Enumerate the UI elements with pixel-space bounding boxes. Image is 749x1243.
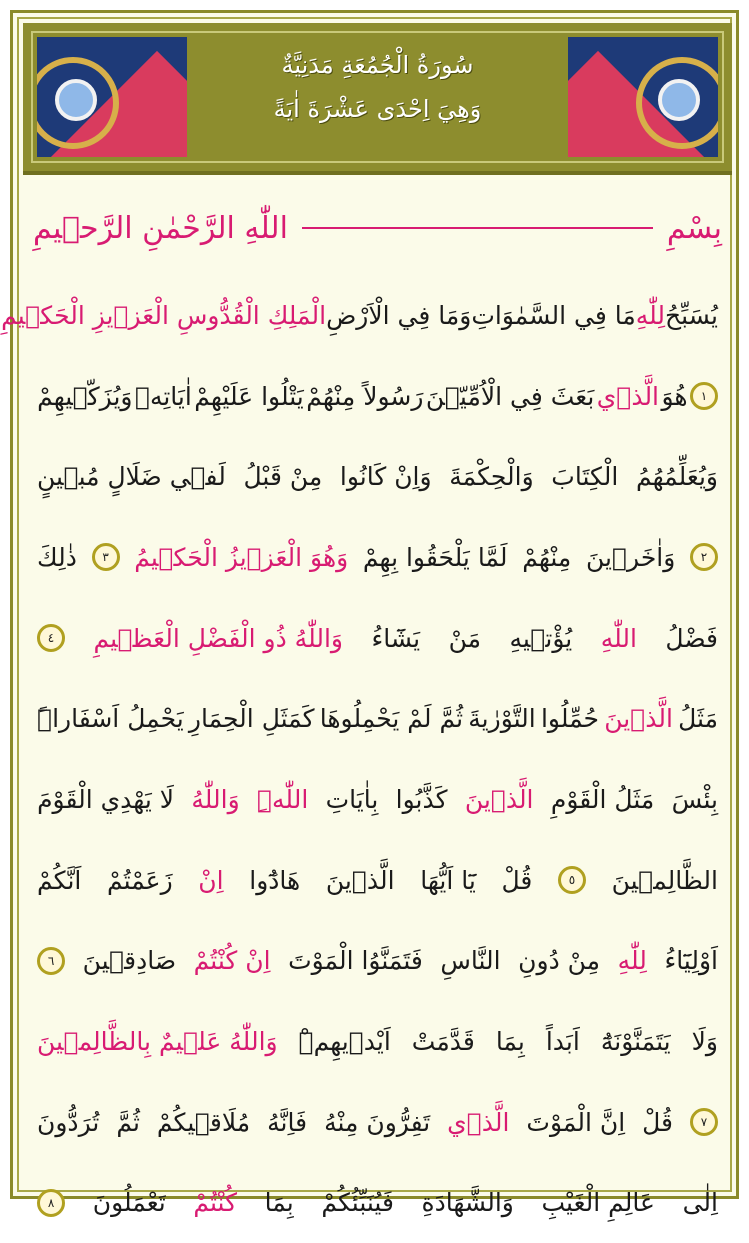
- verse-phrase: اَوْلِيَٓاءُ: [664, 946, 718, 976]
- verse-line: [37, 921, 718, 1002]
- verse-phrase: تُرَدُّونَ: [37, 1107, 100, 1137]
- verse-phrase: قَدَّمَتْ: [411, 1027, 475, 1057]
- verse-phrase: بِمَا: [264, 1188, 294, 1218]
- highlighted-phrase: وَهُوَ الْعَز۪يزُ الْحَك۪يمُ: [134, 542, 349, 572]
- verse-phrase: الَّذ۪ينَ: [325, 865, 395, 895]
- highlighted-phrase: وَاللّٰهُ ذُو الْفَضْلِ الْعَظ۪يمِ: [93, 623, 343, 653]
- verse-phrase: يَتَمَنَّوْنَهُٓ: [600, 1027, 671, 1057]
- verse-phrase: وَيُعَلِّمُهُمُ: [636, 462, 718, 492]
- ayah-number-marker: ٤: [37, 624, 65, 652]
- ayah-number-marker: ٨: [37, 1189, 65, 1217]
- verse-phrase: اٰيَاتِه۪: [134, 381, 192, 411]
- highlighted-phrase: وَاللّٰهُ: [191, 784, 240, 814]
- verse-phrase: لَف۪ي ضَلَالٍ مُب۪ينٍ: [37, 462, 226, 492]
- verse-phrase: اِلٰى: [682, 1188, 718, 1218]
- verse-phrase: مِنْهُمْ: [522, 542, 572, 572]
- verse-phrase: يَتْلُوا عَلَيْهِمْ: [194, 381, 304, 411]
- verse-phrase: اَيْد۪يهِمْۜ: [298, 1027, 391, 1057]
- verse-phrase: التَّوْرٰيةَ: [468, 704, 536, 734]
- highlighted-phrase: الَّذ۪ي: [596, 381, 660, 411]
- highlighted-phrase: الَّذ۪ينَ: [464, 784, 534, 814]
- verse-phrase: تَفِرُّونَ مِنْهُ: [324, 1107, 431, 1137]
- verse-phrase: يَشَٓاءُ: [371, 623, 421, 653]
- surah-name: سُورَةُ الْجُمُعَةِ مَدَنِيَّةٌ: [281, 51, 474, 79]
- verse-phrase: لَمَّا يَلْحَقُوا بِهِمْ: [362, 542, 508, 572]
- verse-phrase: عَالِمِ الْغَيْبِ: [541, 1188, 655, 1218]
- verse-phrase: وَاٰخَر۪ينَ: [586, 542, 676, 572]
- verse-phrase: حُمِّلُوا: [540, 704, 599, 734]
- mushaf-page: [1, 10, 739, 1218]
- verse-phrase: قُلْ: [501, 865, 533, 895]
- verse-phrase: مَنْ: [448, 623, 481, 653]
- basmala-bismi: بِسْمِ: [666, 210, 722, 246]
- verse-phrase: بَعَثَ فِي الْاُمِّيّ۪نَ: [425, 381, 595, 411]
- verse-phrase: الْكِتَابَ: [551, 462, 619, 492]
- highlighted-phrase: الَّذ۪ينَ: [604, 704, 673, 734]
- verse-phrase: قُلْ: [642, 1107, 674, 1137]
- verse-phrase: مَا فِي السَّمٰوَاتِ: [471, 300, 636, 330]
- highlighted-phrase: الَّذ۪ي: [447, 1107, 510, 1137]
- verse-phrase: مِنْ دُونِ: [518, 946, 601, 976]
- verse-line: [37, 1082, 718, 1163]
- verse-phrase: يَحْمِلُ اَسْفَاراًۜ: [37, 704, 184, 734]
- surah-ayah-count: وَهِيَ اِحْدَى عَشْرَةَ اٰيَةً: [273, 95, 482, 123]
- verse-phrase: يُؤْت۪يهِ: [509, 623, 573, 653]
- surah-title: [198, 43, 557, 153]
- ayah-number-marker: ٢: [690, 543, 718, 571]
- verse-phrase: مَثَلُ الْقَوْمِ: [550, 784, 655, 814]
- ayah-number-marker: ٥: [558, 866, 586, 894]
- verse-line: [37, 598, 718, 679]
- verse-phrase: كَذَّبُوا: [395, 784, 448, 814]
- verse-phrase: زَعَمْتُمْ: [107, 865, 173, 895]
- surah-header: [23, 23, 732, 175]
- verse-phrase: صَادِق۪ينَ: [82, 946, 177, 976]
- highlighted-phrase: لِلّٰهِ: [617, 946, 647, 976]
- verse-phrase: مَثَلُ: [678, 704, 718, 734]
- verse-phrase: رَسُولاً مِنْهُمْ: [306, 381, 424, 411]
- verse-phrase: بِاٰيَاتِ: [325, 784, 379, 814]
- verse-phrase: يَٓا اَيُّهَا: [420, 865, 476, 895]
- verse-phrase: اَبَداً: [545, 1027, 580, 1057]
- verse-phrase: لَا يَهْدِي الْقَوْمَ: [37, 784, 174, 814]
- verse-phrase: وَيُزَكّ۪يهِمْ: [37, 381, 133, 411]
- highlighted-phrase: لِلّٰهِ: [635, 300, 666, 330]
- verse-phrase: فَاِنَّهُ: [267, 1107, 308, 1137]
- basmala: [33, 198, 722, 258]
- basmala-rest: اللّٰهِ الرَّحْمٰنِ الرَّح۪يمِ: [33, 210, 288, 246]
- highlighted-phrase: الْمَلِكِ الْقُدُّوسِ الْعَز۪يزِ الْحَك۪يمِ: [1, 300, 327, 330]
- verse-line: [1, 275, 718, 356]
- verse-phrase: وَالْحِكْمَةَ: [449, 462, 534, 492]
- verse-phrase: وَاِنْ كَانُوا: [339, 462, 432, 492]
- ornament-left: [37, 37, 187, 157]
- verse-phrase: وَالشَّهَادَةِ: [421, 1188, 514, 1218]
- verse-phrase: النَّاسِ: [440, 946, 501, 976]
- verse-phrase: بِمَا: [495, 1027, 525, 1057]
- verse-lines: [1, 275, 718, 1243]
- verse-phrase: كَمَثَلِ الْحِمَارِ: [188, 704, 315, 734]
- verse-phrase: الظَّالِم۪ينَ: [611, 865, 718, 895]
- verse-line: [37, 840, 718, 921]
- verse-line: [37, 678, 718, 759]
- verse-phrase: وَمَا فِي الْاَرْضِ: [326, 300, 472, 330]
- ornament-right: [568, 37, 718, 157]
- verse-line: [37, 436, 718, 517]
- verse-phrase: هَادُٓوا: [249, 865, 301, 895]
- verse-phrase: تَعْمَلُونَ: [92, 1188, 166, 1218]
- verse-line: [37, 1163, 718, 1243]
- highlighted-phrase: اللّٰهِ: [600, 623, 637, 653]
- verse-phrase: يُسَبِّحُ: [665, 300, 718, 330]
- ayah-number-marker: ١: [690, 382, 718, 410]
- verse-line: [37, 517, 718, 598]
- ayah-number-marker: ٧: [690, 1108, 718, 1136]
- highlighted-phrase: اِنْ كُنْتُمْ: [193, 946, 271, 976]
- verse-line: [37, 759, 718, 840]
- verse-phrase: اَنَّكُمْ: [37, 865, 82, 895]
- verse-phrase: فَتَمَنَّوُا الْمَوْتَ: [288, 946, 423, 976]
- verse-phrase: ذٰلِكَ: [37, 542, 77, 572]
- highlighted-phrase: وَاللّٰهُ عَل۪يمٌ بِالظَّالِم۪ينَ: [37, 1027, 278, 1057]
- verse-phrase: هُوَ: [661, 381, 688, 411]
- verse-phrase: وَلَا: [691, 1027, 718, 1057]
- highlighted-phrase: اللّٰهِۜ: [257, 784, 309, 814]
- verse-phrase: مِنْ قَبْلُ: [243, 462, 323, 492]
- verse-line: [37, 356, 718, 437]
- verse-line: [37, 1001, 718, 1082]
- ayah-number-marker: ٣: [92, 543, 120, 571]
- verse-phrase: اِنَّ الْمَوْتَ: [526, 1107, 626, 1137]
- basmala-extension: [302, 227, 653, 229]
- verse-phrase: فَيُنَبِّئُكُمْ: [321, 1188, 394, 1218]
- verse-phrase: ثُمَّ: [116, 1107, 140, 1137]
- highlighted-phrase: اِنْ: [198, 865, 224, 895]
- ayah-number-marker: ٦: [37, 947, 65, 975]
- verse-phrase: بِئْسَ: [671, 784, 718, 814]
- verse-phrase: فَضْلُ: [665, 623, 718, 653]
- verse-phrase: مُلَاق۪يكُمْ: [156, 1107, 251, 1137]
- highlighted-phrase: كُنْتُمْ: [193, 1188, 238, 1218]
- verse-phrase: ثُمَّ لَمْ يَحْمِلُوهَا: [319, 704, 464, 734]
